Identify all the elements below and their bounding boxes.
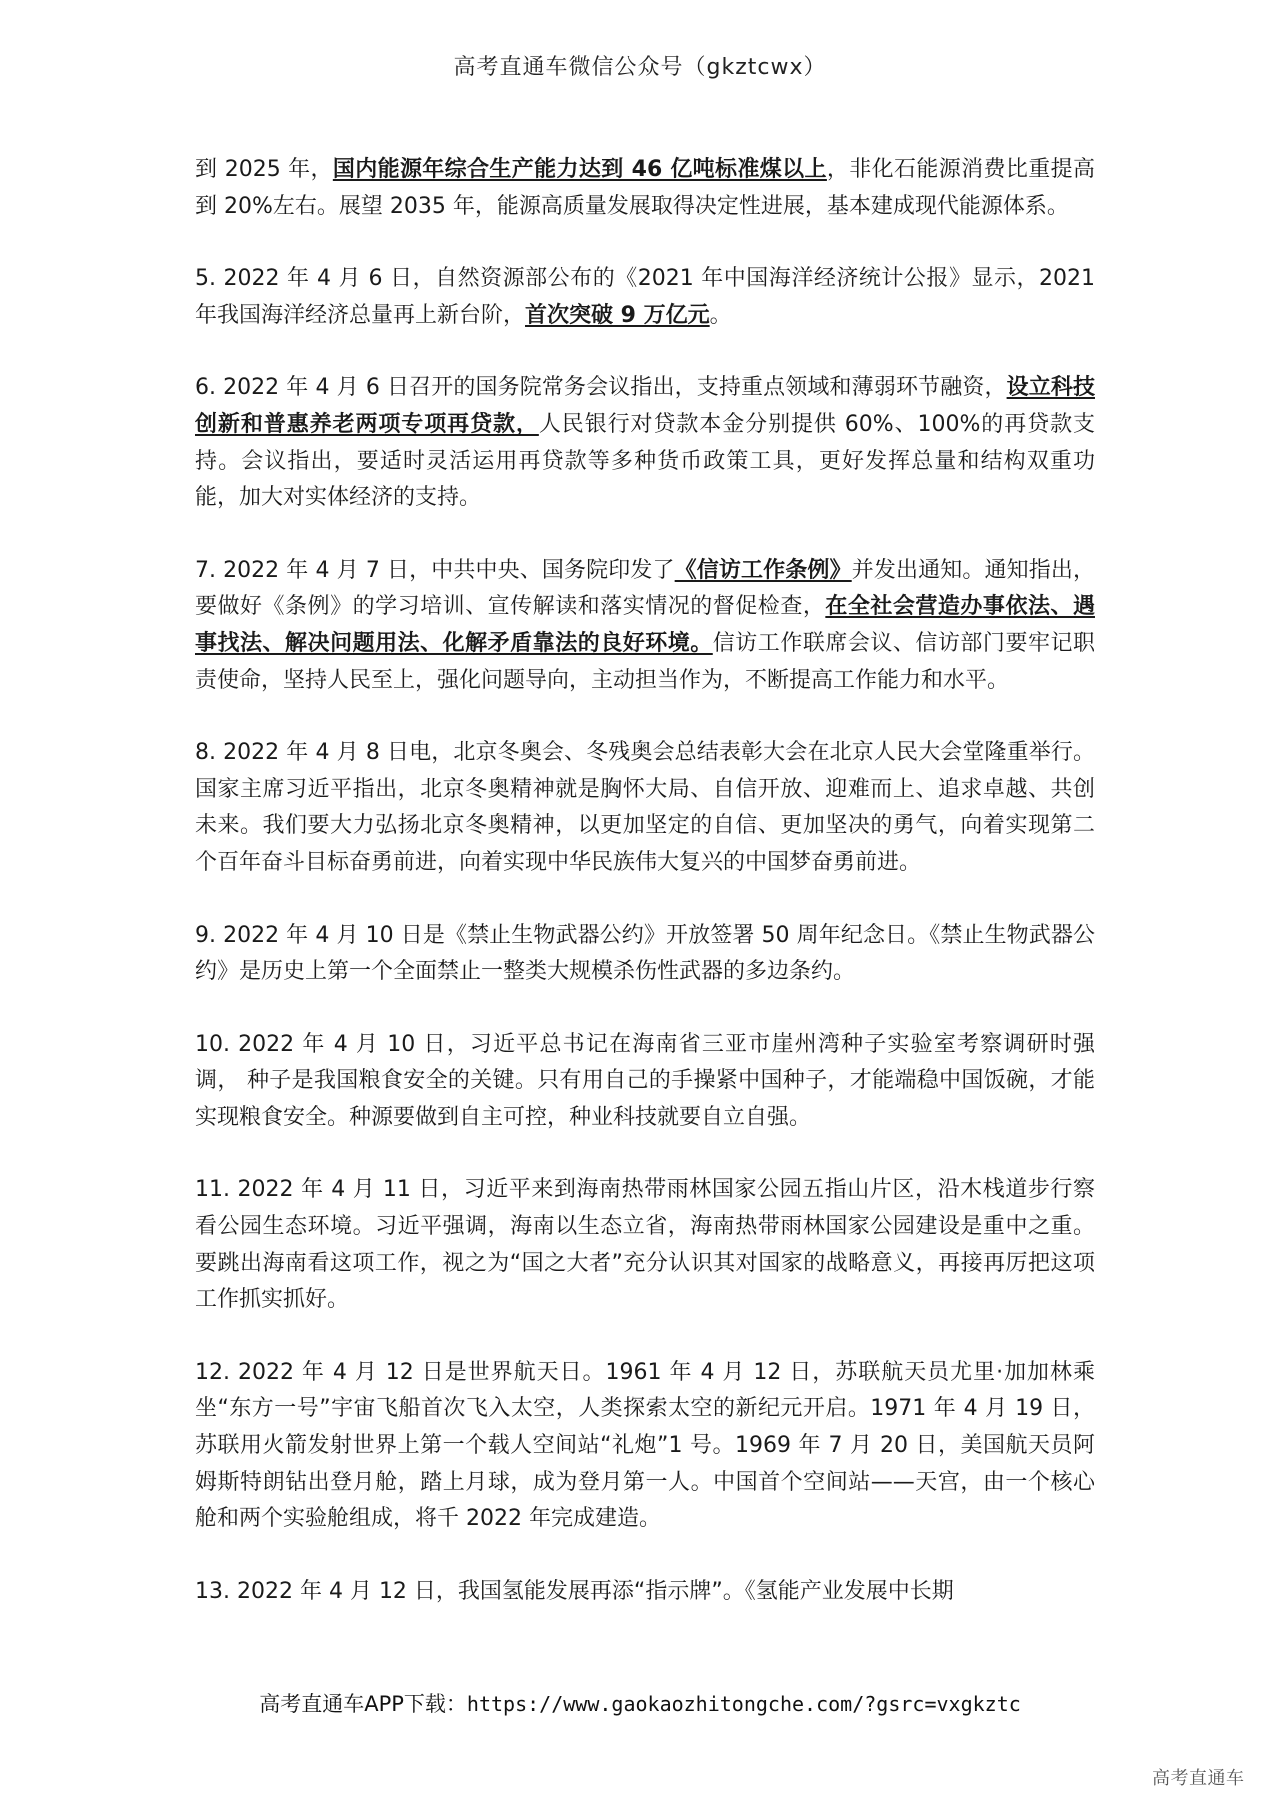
paragraph-text: 6. 2022 年 4 月 6 日召开的国务院常务会议指出，支持重点领域和薄弱环节融资， — [195, 375, 1007, 401]
paragraph-text: 10. 2022 年 4 月 10 日，习近平总书记在海南省三亚市崖州湾种子实验室考察调研时强调， 种子是我国粮食安全的关键。只有用自己的手操紧中国种子，才能端稳中国饭碗，才能实现粮食安全。种源要做到自主可控，种业科技就要自立自强。 — [195, 1031, 1095, 1130]
paragraph-text: 7. 2022 年 4 月 7 日，中共中央、国务院印发了 — [195, 557, 675, 583]
paragraph-text: 到 2025 年， — [195, 157, 333, 182]
paragraph-text: 12. 2022 年 4 月 12 日是世界航天日。1961 年 4 月 12 日，苏联航天员尤里·加加林乘坐“东方一号”宇宙飞船首次飞入太空，人类探索太空的新纪元开启。1971 年 4 月 19 日，苏联用火箭发射世界上第一个载人空间站“礼炮”1 号。1969 年 7 月 20 日，美国航天员阿姆斯特朗钻出登月舱，踏上月球，成为登月第一人。中国首个空间站——天宫，由一个核心舱和两个实验舱组成，将千 2022 年完成建造。 — [195, 1359, 1095, 1532]
paragraph-text: 并发出通知。通知指出，要做好《条例》的学习培训、宣传解读和落实情况的督促检查， — [195, 557, 1095, 620]
news-paragraph — [195, 370, 1095, 516]
emphasis-text: 《信访工作条例》 — [674, 557, 852, 583]
watermark-logo-text: 高考直通车 — [1152, 1768, 1245, 1789]
emphasis-text: 国内能源年综合生产能力达到 46 亿吨标准煤以上 — [332, 157, 827, 182]
page-footer — [0, 1688, 1280, 1718]
paragraph-text: 11. 2022 年 4 月 11 日，习近平来到海南热带雨林国家公园五指山片区，沿木栈道步行察看公园生态环境。习近平强调，海南以生态立省，海南热带雨林国家公园建设是重中之重。要跳出海南看这项工作，视之为“国之大者”充分认识其对国家的战略意义，再接再厉把这项工作抓实抓好。 — [195, 1177, 1095, 1313]
footer-download-label: 高考直通车APP下载： — [259, 1692, 467, 1716]
news-paragraph — [195, 735, 1095, 881]
emphasis-text: 设立科技创新和普惠养老两项专项再贷款， — [195, 375, 1095, 437]
news-paragraph — [195, 1355, 1095, 1538]
emphasis-text: 首次突破 9 万亿元 — [525, 302, 710, 328]
paragraph-text: 8. 2022 年 4 月 8 日电，北京冬奥会、冬残奥会总结表彰大会在北京人民大会堂隆重举行。国家主席习近平指出，北京冬奥精神就是胸怀大局、自信开放、迎难而上、追求卓越、共创未来。我们要大力弘扬北京冬奥精神，以更加坚定的自信、更加坚决的勇气，向着实现第二个百年奋斗目标奋勇前进，向着实现中华民族伟大复兴的中国梦奋勇前进。 — [195, 740, 1095, 875]
news-paragraph — [195, 918, 1095, 991]
paragraph-text: ，非化石能源消费比重提高到 20%左右。展望 2035 年，能源高质量发展取得决定性进展，基本建成现代能源体系。 — [195, 157, 1095, 219]
document-body — [195, 152, 1095, 1610]
paragraph-text: 9. 2022 年 4 月 10 日是《禁止生物武器公约》开放签署 50 周年纪念日。《禁止生物武器公约》是历史上第一个全面禁止一整类大规模杀伤性武器的多边条约。 — [195, 922, 1095, 985]
news-paragraph — [195, 152, 1095, 225]
news-paragraph — [195, 1027, 1095, 1137]
news-paragraph — [195, 1574, 1095, 1611]
page-header: 高考直通车微信公众号（gkztcwx） — [453, 55, 827, 80]
footer-download-link[interactable]: https://www.gaokaozhitongche.com/?gsrc=vxgkztc — [466, 1692, 1021, 1716]
paragraph-text: 信访工作联席会议、信访部门要牢记职责使命，坚持人民至上，强化问题导向，主动担当作为，不断提高工作能力和水平。 — [195, 630, 1095, 693]
news-paragraph — [195, 1172, 1095, 1318]
paragraph-text: 13. 2022 年 4 月 12 日，我国氢能发展再添“指示牌”。《氢能产业发展中长期 — [195, 1578, 954, 1604]
paragraph-text: 人民银行对贷款本金分别提供 60%、100%的再贷款支持。会议指出，要适时灵活运用再贷款等多种货币政策工具，更好发挥总量和结构双重功能，加大对实体经济的支持。 — [195, 411, 1095, 511]
news-paragraph — [195, 553, 1095, 699]
news-paragraph — [195, 261, 1095, 334]
paragraph-text: 5. 2022 年 4 月 6 日，自然资源部公布的《2021 年中国海洋经济统计公报》显示，2021 年我国海洋经济总量再上新台阶， — [195, 266, 1095, 328]
paragraph-text: 。 — [709, 302, 732, 328]
emphasis-text: 在全社会营造办事依法、遇事找法、解决问题用法、化解矛盾靠法的良好环境。 — [195, 594, 1095, 656]
